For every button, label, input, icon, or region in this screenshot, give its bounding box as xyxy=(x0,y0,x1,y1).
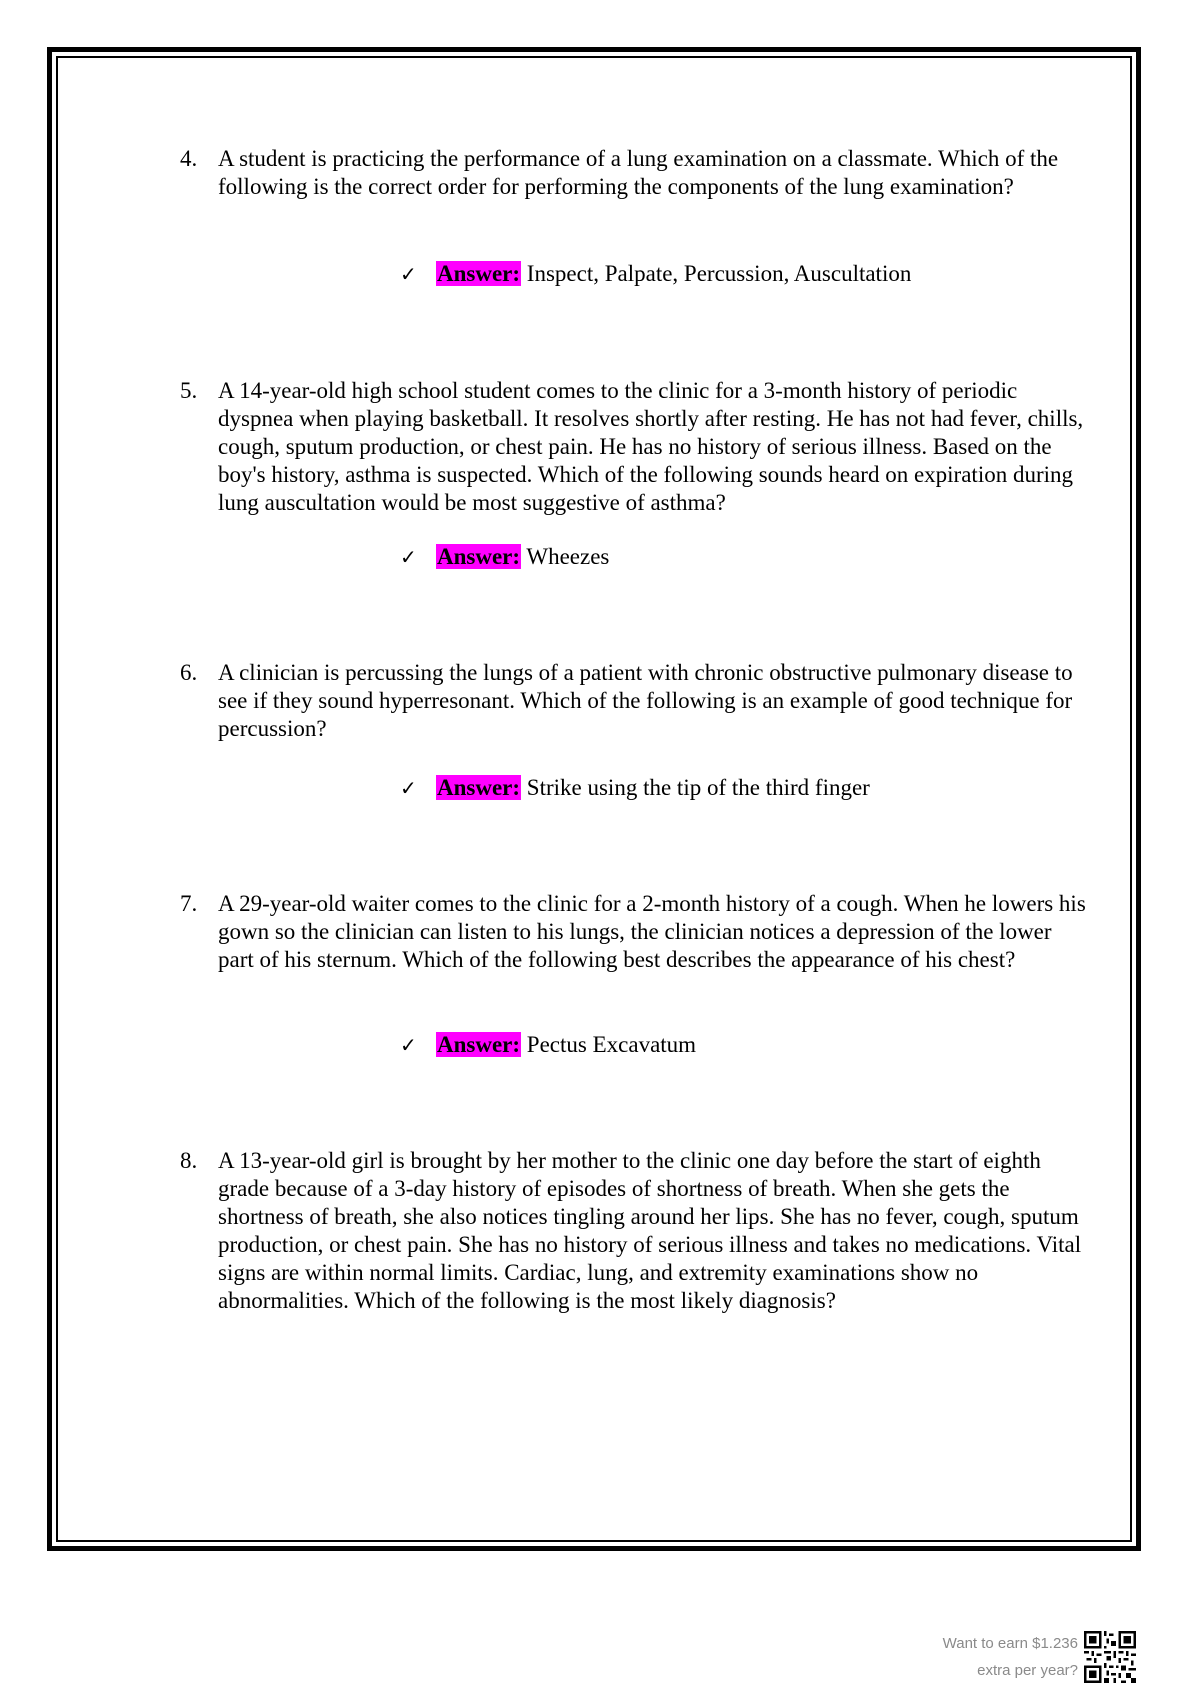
question-number: 6. xyxy=(180,660,198,685)
qr-code-icon[interactable] xyxy=(1084,1631,1136,1683)
answer-label: Answer: xyxy=(437,544,521,569)
answer-label: Answer: xyxy=(437,261,521,286)
question-number: 7. xyxy=(180,891,198,916)
promo-line-1: Want to earn $1.236 xyxy=(942,1635,1078,1652)
answer-7 xyxy=(400,1031,696,1059)
answer-4 xyxy=(400,260,911,288)
question-8 xyxy=(180,1147,1090,1315)
answer-5 xyxy=(400,543,609,571)
checkmark-icon: ✓ xyxy=(400,262,417,286)
question-4 xyxy=(180,145,1090,201)
question-text: A clinician is percussing the lungs of a patient with chronic obstructive pulmonary disease to see if they sound hyperresonant. Which of the following is an example of good technique for percussion? xyxy=(218,660,1073,741)
checkmark-icon: ✓ xyxy=(400,776,417,800)
question-number: 8. xyxy=(180,1148,198,1173)
question-text: A 29-year-old waiter comes to the clinic for a 2-month history of a cough. When he lowers his gown so the clinician can listen to his lungs, the clinician notices a depression of the lower part of his sternum. Which of the following best describes the appearance of his chest? xyxy=(218,891,1086,972)
answer-text: Strike using the tip of the third finger xyxy=(526,775,870,800)
promo-line-2: extra per year? xyxy=(977,1662,1078,1679)
checkmark-icon: ✓ xyxy=(400,545,417,569)
answer-text: Wheezes xyxy=(526,544,610,569)
answer-text: Pectus Excavatum xyxy=(526,1032,697,1057)
question-text: A 13-year-old girl is brought by her mother to the clinic one day before the start of eighth grade because of a 3-day history of episodes of shortness of breath. When she gets the shortness of breath, she also notices tingling around her lips. She has no fever, cough, sputum production, or chest pain. She has no history of serious illness and takes no medications. Vital signs are within normal limits. Cardiac, lung, and extremity examinations show no abnormalities. Which of the following is the most likely diagnosis? xyxy=(218,1148,1082,1313)
question-6 xyxy=(180,659,1090,743)
question-number: 5. xyxy=(180,378,198,403)
question-7 xyxy=(180,890,1090,974)
promo-text xyxy=(943,1630,1078,1684)
question-5 xyxy=(180,377,1090,517)
answer-label: Answer: xyxy=(437,1032,521,1057)
answer-label: Answer: xyxy=(437,775,521,800)
question-number: 4. xyxy=(180,146,198,171)
earn-promo[interactable] xyxy=(943,1630,1136,1684)
question-text: A 14-year-old high school student comes to the clinic for a 3-month history of periodic dyspnea when playing basketball. It resolves shortly after resting. He has not had fever, chills, cough, sputum production, or chest pain. He has no history of serious illness. Based on the boy's history, asthma is suspected. Which of the following sounds heard on expiration during lung auscultation would be most suggestive of asthma? xyxy=(218,378,1084,515)
answer-text: Inspect, Palpate, Percussion, Auscultation xyxy=(526,261,912,286)
checkmark-icon: ✓ xyxy=(400,1033,417,1057)
question-text: A student is practicing the performance of a lung examination on a classmate. Which of the following is the correct order for performing the components of the lung examination? xyxy=(218,146,1059,199)
answer-6 xyxy=(400,774,870,802)
